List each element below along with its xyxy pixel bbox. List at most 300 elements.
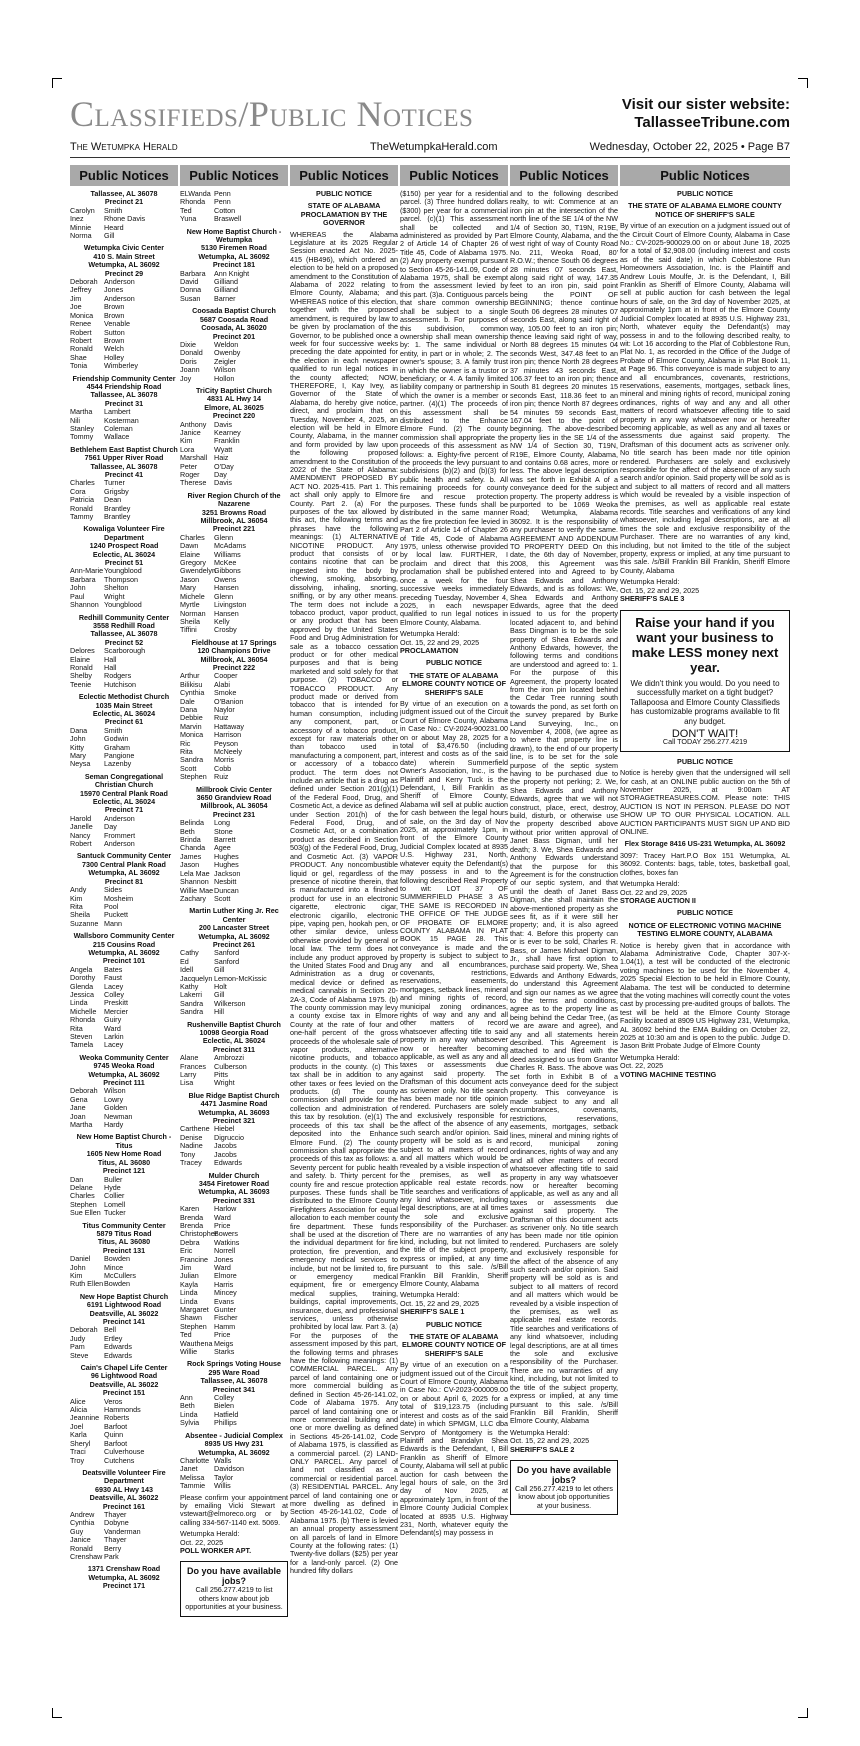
first-name: Jane xyxy=(70,1103,86,1113)
jobs-ad[interactable] xyxy=(510,1460,618,1515)
last-name: Veros xyxy=(104,1396,123,1406)
poll-worker-row xyxy=(70,681,178,689)
notice-heading: THE STATE OF ALABAMA ELMORE COUNTY NOTICE OF SHERIFF'S SALE xyxy=(628,201,782,219)
first-name: Belinda xyxy=(180,818,204,828)
last-name: Davis xyxy=(214,478,232,488)
poll-worker-row xyxy=(70,1041,178,1049)
notice-heading: THE STATE OF ALABAMA ELMORE COUNTY NOTICE OF SHERIFF'S SALE xyxy=(401,1332,507,1358)
poll-worker-row xyxy=(180,366,288,374)
last-name: Gill xyxy=(214,990,225,1000)
poll-worker-row xyxy=(70,760,178,768)
first-name: Tammie xyxy=(180,1481,206,1491)
first-name: Cynthia xyxy=(180,688,205,698)
first-name: Jessica xyxy=(70,989,94,999)
visit-url[interactable]: TallasseeTribune.com xyxy=(634,114,790,131)
precinct-block xyxy=(180,1092,288,1168)
poll-worker-row xyxy=(70,1280,178,1288)
jobs-ad-text: Call 256.277.4219 to let others know about job opportunities at your business. xyxy=(515,1483,613,1510)
precinct-heading-line: 3454 Firetower Road xyxy=(198,1178,270,1188)
precinct-heading-line: Precinct 41 xyxy=(104,470,144,479)
precinct-heading-line: 5687 Coosada Road xyxy=(199,314,269,324)
last-name: Turner xyxy=(104,478,125,488)
last-name: Guiry xyxy=(104,1015,122,1025)
first-name: Willie xyxy=(180,1347,198,1357)
last-name: Scott xyxy=(214,893,231,903)
last-name: Heard xyxy=(104,222,124,232)
first-name: Stanley xyxy=(70,423,94,433)
last-name: Day xyxy=(214,470,227,479)
column-header: Public Notices xyxy=(180,165,288,186)
poll-worker-row xyxy=(180,1323,288,1331)
precinct-heading-line: Precinct 52 xyxy=(104,637,144,647)
first-name: Janelle xyxy=(70,822,93,832)
publication: Wetumpka Herald: xyxy=(510,1427,570,1437)
poll-worker-row xyxy=(180,819,288,827)
poll-worker-row xyxy=(70,1352,178,1360)
precinct-heading-line: 3558 Redhill Road xyxy=(93,620,155,630)
publication: Wetumpka Herald: xyxy=(620,1052,680,1062)
masthead xyxy=(70,94,790,138)
precinct-block xyxy=(180,907,288,1016)
poll-worker-row xyxy=(70,433,178,441)
poll-worker-row xyxy=(180,1348,288,1356)
first-name: Susan xyxy=(180,293,201,303)
first-name: Tommy xyxy=(70,432,94,442)
first-name: Dawn xyxy=(180,541,199,551)
notice-label: SHERIFF'S SALE 2 xyxy=(510,1444,575,1454)
precinct-heading-line: Precinct 321 xyxy=(212,1116,256,1126)
poll-worker-row xyxy=(180,958,288,966)
last-name: Hatfield xyxy=(214,1409,239,1419)
first-name: Harold xyxy=(70,813,92,823)
precinct-heading-line: Tallassee, AL 36078 xyxy=(90,461,158,471)
publication-dates: Oct. 22, 2025 xyxy=(620,1061,664,1071)
precinct-heading-line: Precinct 81 xyxy=(104,876,144,886)
precinct-heading-line: 96 Lightwood Road xyxy=(90,1371,158,1381)
last-name: Harris xyxy=(214,1279,234,1289)
precinct-heading-line: Precinct 220 xyxy=(212,411,256,421)
first-name: Alane xyxy=(180,1053,199,1063)
poll-worker-row xyxy=(70,1255,178,1263)
notice-title: PUBLIC NOTICE xyxy=(316,189,372,198)
first-name: Stephen xyxy=(70,1199,97,1209)
precinct-block xyxy=(70,693,178,769)
notice-title: PUBLIC NOTICE xyxy=(426,1319,482,1329)
first-name: Ann xyxy=(180,1393,193,1403)
last-name: Starks xyxy=(214,1347,235,1357)
precinct-heading-line: Precinct 51 xyxy=(104,558,144,568)
first-name: Martha xyxy=(70,407,93,417)
first-name: Ronald xyxy=(70,344,93,354)
precinct-heading-line: Wetumpka, AL 36093 xyxy=(198,1107,270,1117)
last-name: Ertley xyxy=(104,1333,123,1343)
last-name: Wimberley xyxy=(104,361,138,371)
precinct-heading-line: Friendship Community Center xyxy=(72,373,176,383)
first-name: Bilikisu xyxy=(180,679,203,689)
first-name: Deborah xyxy=(70,1086,98,1096)
precinct-heading-line: 410 S. Main Street xyxy=(93,251,155,261)
first-name: Roger xyxy=(180,470,200,479)
precinct-heading-line: Blue Ridge Baptist Church xyxy=(188,1090,280,1100)
precinct-heading-line: 6930 AL Hwy 143 xyxy=(95,1484,153,1494)
first-name: Shelby xyxy=(70,671,92,681)
last-name: Crosby xyxy=(214,625,237,635)
precinct-heading-line: 120 Champions Drive xyxy=(197,646,271,656)
last-name: Jones xyxy=(104,285,124,295)
storage-facility: Flex Storage 8416 US-231 Wetumpka, AL 36092 xyxy=(624,839,786,849)
last-name: Gilliand xyxy=(214,285,238,295)
first-name: Sheila xyxy=(70,910,90,920)
precinct-block xyxy=(180,786,288,904)
first-name: Rita xyxy=(180,747,193,756)
first-name: Patricia xyxy=(70,495,94,505)
first-name: Deborah xyxy=(70,277,98,287)
last-name: Lambert xyxy=(104,407,131,417)
issue-date: Wednesday, October 22, 2025 • Page B7 xyxy=(589,141,790,153)
notice-heading: NOTICE OF ELECTRONIC VOTING MACHINE TESTING ELMORE COUNTY, ALABAMA xyxy=(628,920,782,939)
precinct-heading-line: Tallassee, AL 36078 xyxy=(200,1376,268,1386)
first-name: Sandra xyxy=(180,755,204,765)
last-name: Cotton xyxy=(214,205,236,215)
last-name: Cobb xyxy=(214,763,232,773)
first-name: Mary xyxy=(180,583,196,593)
column-6 xyxy=(620,165,790,1725)
last-name: Hall xyxy=(104,662,117,672)
precinct-heading-line: Deatsville, AL 36022 xyxy=(89,1493,159,1503)
last-name: Davidson xyxy=(214,1464,244,1474)
last-name: Bielen xyxy=(214,1401,234,1411)
last-name: Pitts xyxy=(214,1070,228,1080)
sheriff-sale-text: By virtue of an execution on a judgment issued out of the Circuit Court of Elmore County, Alabama in Case No.: CV-2023-000009.00 on or about April 6, 2025 for a total of $19,123.75 (including interest and costs as of the said date) in which SPMGM, LLC dba Servpro of Montgomery is the Plaintiff and Brandalyn Shea Edwards is the Defendant, I, Bill Franklin as Sheriff of Elmore County, Alabama will sell at public auction for cash between the legal hours of sale, on the 3rd day of Nov 2025, at approximately 1pm, in front of the Elmore County Judicial Complex located at 8935 U.S. Highway 231, North, whatever equity the Defendant(s) may possess in xyxy=(400,1360,508,1538)
last-name: Glenn xyxy=(214,591,234,601)
first-name: Christopher xyxy=(180,1229,218,1239)
poll-worker-row xyxy=(180,437,288,445)
last-name: Thayer xyxy=(104,1509,127,1519)
last-name: Anderson xyxy=(104,293,135,303)
first-name: Brenda xyxy=(180,1212,204,1222)
sheriff-sale-text: By virtue of an execution on a judgment issued out of the Circuit Court of Elmore County, Alabama in Case No.: CV-2025-900029.00 on or about June 18, 2025 for a total of $2,908.00 (including interest and costs as of the said date) in which Cobblestone Run Homeowners Association, Inc. is the Plaintiff and Andrew Louis Moulfe, Jr. is the Defendant, I, Bill Franklin as Sheriff of Elmore County, Alabama will sell at public auction for cash between the legal hours of sale, on the 3rd day of November 2025, at approximately 1pm at in front of the Elmore County Judicial Complex located at 8935 U.S. Highway 231, North, whatever equity the Defendant(s) may possess in and to the following described realty, to wit: Lot 16 according to the Plat of Cobblestone Run, Plat No. 1, as recorded in the Office of the Judge of Probate of Elmore County, Alabama in Plat Book 11, at Page 96. This conveyance is made subject to any and all encumbrances, covenants, restrictions, reservations, easements, mortgages, setback lines, mineral and mining rights of record, municipal zoning ordinances, rights of way and any and all other matters of record whatsoever affecting title to said property in any way whatsoever now or hereafter becoming applicable, as well as any and all taxes or assessments due against said property. The Draftsman of this document acts as scrivener only. No title search has been made nor title opinion rendered. Purchasers are solely and exclusively responsible for the affect of the absence of any such search and/or opinion. Said property will be sold as is and subject to all matters of record and all matters which would be revealed by a visible inspection of the premises, as well as applicable real estate records. Title searches and verifications of any kind whatsoever, including legal descriptions, are at all times the sole and exclusive responsibility of the Purchaser. There are no warranties of any kind, including, but not limited to the title of the subject property, express or implied, at any time pursuant to this sale. /s/Bill Franklin Bill Franklin, Sheriff Elmore County, Alabama xyxy=(620,221,790,575)
precinct-block xyxy=(180,492,288,635)
last-name: Glenn xyxy=(214,532,234,542)
last-name: Scarborough xyxy=(104,646,146,656)
visit-line: Visit our sister website: xyxy=(621,96,790,113)
last-name: Bowden xyxy=(104,1279,130,1289)
first-name: Denise xyxy=(180,1132,203,1142)
first-name: Robert xyxy=(70,335,92,345)
precinct-heading-line: 4471 Jasmine Road xyxy=(200,1099,268,1109)
last-name: Culverhouse xyxy=(104,1447,145,1457)
last-name: Brantley xyxy=(104,503,131,513)
first-name: Jeannine xyxy=(70,1413,100,1423)
last-name: Tucker xyxy=(104,1208,126,1218)
precinct-heading-line: 1605 New Home Road xyxy=(86,1149,162,1159)
first-name: Nadine xyxy=(180,1141,203,1151)
last-name: Willis xyxy=(214,1481,231,1491)
poll-worker-row xyxy=(180,295,288,303)
last-name: Phillips xyxy=(214,1418,237,1428)
notice-heading: STATE OF ALABAMA PROCLAMATION BY THE GOVERNOR xyxy=(300,201,388,228)
poll-worker-row xyxy=(70,362,178,370)
first-name: Suzanne xyxy=(70,918,99,928)
classified-promo-ad[interactable] xyxy=(620,610,790,752)
sister-site-promo[interactable] xyxy=(622,96,790,132)
first-name: Andy xyxy=(70,885,87,895)
precinct-block xyxy=(70,932,178,1050)
precinct-heading-line: Precinct 311 xyxy=(213,1044,255,1054)
last-name: Ambrozzi xyxy=(214,1053,244,1063)
last-name: Smith xyxy=(104,725,123,735)
last-name: Wright xyxy=(104,591,125,601)
promo-phone[interactable]: Call TODAY 256.277.4219 xyxy=(662,737,748,747)
precinct-block xyxy=(180,1432,288,1491)
last-name: Rodgers xyxy=(104,671,132,681)
last-name: Fischer xyxy=(214,1313,238,1323)
precinct-block xyxy=(70,852,178,928)
precinct-heading-line: Precinct 341 xyxy=(212,1384,256,1394)
last-name: Bowers xyxy=(214,1229,238,1239)
folio-bar xyxy=(70,140,790,158)
last-name: Brantley xyxy=(104,512,131,522)
first-name: Julian xyxy=(180,1271,199,1281)
first-name: Jeffrey xyxy=(70,285,92,295)
first-name: Donna xyxy=(180,285,202,295)
first-name: Doris xyxy=(180,356,197,366)
column-3 xyxy=(290,165,398,1725)
last-name: Hollon xyxy=(214,373,235,383)
first-name: John xyxy=(70,734,86,744)
notice-title: PUBLIC NOTICE xyxy=(426,658,482,668)
first-name: Wauthena xyxy=(180,1338,213,1348)
last-name: Price xyxy=(214,1330,231,1340)
precinct-block xyxy=(70,1133,178,1217)
first-name: Scott xyxy=(180,763,197,773)
precinct-heading-line: Wetumpka, AL 36092 xyxy=(88,947,160,957)
precinct-heading-line: 6191 Lightwood Road xyxy=(86,1300,162,1310)
precinct-heading-line: Fieldhouse at 17 Springs xyxy=(191,637,277,647)
first-name: Willie Mae xyxy=(180,885,214,895)
last-name: Sanford xyxy=(214,948,240,958)
precinct-heading-line: Tallassee, AL 36078 xyxy=(90,189,158,198)
last-name: Ruiz xyxy=(214,772,229,782)
precinct-heading-line: Precinct 131 xyxy=(102,1245,146,1255)
first-name: Cora xyxy=(70,486,86,496)
precinct-heading-line: Precinct 151 xyxy=(102,1388,146,1398)
first-name: Brinda xyxy=(180,835,201,845)
precinct-heading-line: 200 Lancaster Street xyxy=(198,923,270,933)
first-name: Deborah xyxy=(70,1325,98,1335)
precinct-heading-line: Tallassee, AL 36078 xyxy=(90,629,158,639)
precinct-block xyxy=(70,190,178,240)
last-name: Bell xyxy=(104,1325,116,1335)
last-name: Livingston xyxy=(214,600,247,610)
poll-worker-row xyxy=(180,1482,288,1490)
last-name: Gunter xyxy=(214,1305,236,1314)
last-name: Long xyxy=(214,818,230,828)
precinct-block xyxy=(180,1021,288,1088)
first-name: Charles xyxy=(70,478,95,488)
precinct-block xyxy=(180,1360,288,1427)
sheriff-sale-text: By virtue of an execution on a judgment issued out of the Circuit Court of Elmore County, Alabama in Case No.: CV-2024-900231.00 on or about May 28, 2025 for a total of $3,476.50 (including interest and costs as of the said date) wherein Summerfield Owner's Association, Inc., is the Plaintiff and Kerry Tuck is the Defendant, I, Bill Franklin as Sheriff of Elmore County, Alabama will sell at public auction for cash between the legal hours of sale, on the 3rd day of Nov 2025, at approximately 1pm, in front of the Elmore County Judicial Complex located at 8935 U.S. Highway 231, North, whatever equity the Defendant(s) may possess in and to the following described Real Property to wit: LOT 37 OF SUMMERFIELD PHASE 3 AS THE SAME IS RECORDED IN THE OFFICE OF THE JUDGE OF PROBATE OF ELMORE COUNTY ALABAMA IN PLAT BOOK 15 PAGE 28. This conveyance is made and the property is subject to subject to any and all encumbrances, covenants, restrictions, reservations, easements, mortgages, setback lines, mineral and mining rights of record, municipal zoning ordinances, rights of way and any and all other matters of record whatsoever affecting title to said property in any way whatsoever now or hereafter becoming applicable, as well as any and all taxes or assessments due against said property. The Draftsman of this document acts as scrivener only. No title search has been made nor title opinion rendered. Purchasers are solely and exclusively responsible for the affect of the absence of any such search and/or opinion. Said property will be sold as is and subject to all matters of record and all matters which would be revealed by a visible inspection of the premises, as well as applicable real estate records. Title searches and verifications of any kind whatsoever, including legal descriptions, are at all times the sole and exclusive responsibility of the Purchaser. There are no warranties of any kind, including, but not limited to the title of the subject property, express or implied, at any time pursuant to this sale. /s/Bill Franklin Bill Franklin, Sheriff Elmore County, Alabama xyxy=(400,698,508,1288)
precinct-block xyxy=(70,244,178,370)
first-name: Barbara xyxy=(70,574,96,584)
last-name: Smoke xyxy=(214,688,237,698)
publication: Wetumpka Herald: xyxy=(620,577,680,587)
first-name: Anthony xyxy=(180,419,207,429)
notice-heading: THE STATE OF ALABAMA ELMORE COUNTY NOTICE OF SHERIFF'S SALE xyxy=(401,670,507,697)
crop-mark-bottom-left xyxy=(52,1708,62,1718)
last-name: Vanderman xyxy=(104,1526,141,1536)
first-name: Donald xyxy=(180,348,203,358)
last-name: Morris xyxy=(214,755,234,765)
first-name: Frances xyxy=(180,1061,206,1071)
last-name: Harrison xyxy=(214,730,242,740)
notice-label: SHERIFF'S SALE 1 xyxy=(400,1307,465,1317)
first-name: Monica xyxy=(70,310,94,320)
precinct-heading-line: Deatsville, AL 36022 xyxy=(89,1308,159,1318)
precinct-block xyxy=(70,446,178,522)
first-name: Lela Mae xyxy=(180,868,210,878)
first-name: Kim xyxy=(70,893,83,903)
precinct-heading-line: 3650 Grandview Road xyxy=(196,793,272,803)
last-name: Ann Knight xyxy=(214,268,250,278)
last-name: Park xyxy=(104,1551,119,1561)
precinct-heading-line: Precinct 161 xyxy=(102,1501,146,1511)
poll-worker-row xyxy=(180,1419,288,1427)
website-link[interactable]: TheWetumpkaHerald.com xyxy=(370,141,498,153)
last-name: Digruccio xyxy=(214,1132,244,1142)
last-name: Smith xyxy=(104,205,123,215)
column-header: Public Notices xyxy=(620,165,790,186)
last-name: Norrell xyxy=(214,1246,236,1256)
first-name: Tony xyxy=(180,1149,196,1159)
publication: Wetumpka Herald: xyxy=(400,1290,460,1300)
precinct-heading-line: New Hope Baptist Church xyxy=(79,1291,169,1301)
first-name: Therese xyxy=(180,478,207,488)
first-name: Cathy xyxy=(180,948,199,958)
first-name: Linda xyxy=(70,998,88,1008)
first-name: John xyxy=(70,1262,86,1272)
last-name: Ward xyxy=(104,1023,121,1033)
precinct-heading-line: 1035 Main Street xyxy=(95,700,153,710)
precinct-block xyxy=(70,1054,178,1130)
last-name: Evans xyxy=(214,1296,234,1306)
precinct-heading-line: New Home Baptist Church - Titus xyxy=(76,1132,172,1150)
last-name: Hamm xyxy=(214,1321,236,1331)
jobs-ad[interactable] xyxy=(180,1561,288,1616)
first-name: Debra xyxy=(180,1237,200,1247)
last-name: Lomell xyxy=(104,1199,126,1209)
publication-dates: Oct. 15, 22 and 29, 2025 xyxy=(400,1298,480,1308)
first-name: Robert xyxy=(70,839,92,849)
first-name: Martha xyxy=(70,1120,93,1130)
publication-dates: Oct. 22, 2025 xyxy=(180,1537,224,1547)
precinct-block xyxy=(70,1565,178,1590)
poll-worker-row xyxy=(70,1209,178,1217)
last-name: Harlow xyxy=(214,1204,237,1214)
precinct-heading-line: Wetumpka Civic Center xyxy=(83,243,165,253)
precinct-heading-line: Precinct 261 xyxy=(212,939,256,949)
precinct-heading-line: Titus, AL 36080 xyxy=(97,1237,151,1247)
last-name: Cooper xyxy=(214,671,238,681)
last-name: Kosterman xyxy=(104,415,139,425)
column-5 xyxy=(510,165,618,1725)
first-name: Yuna xyxy=(180,214,197,224)
last-name: Jacobs xyxy=(214,1141,237,1151)
precinct-heading-line: Redhill Community Center xyxy=(78,612,170,622)
first-name: Francine xyxy=(180,1254,208,1264)
last-name: Alabi xyxy=(214,679,230,689)
last-name: Sutton xyxy=(104,327,125,337)
poll-worker-row xyxy=(180,1159,288,1167)
notice-title: PUBLIC NOTICE xyxy=(677,756,733,766)
precinct-heading-line: Wetumpka, AL 36092 xyxy=(88,868,160,878)
last-name: Wyatt xyxy=(214,444,233,454)
first-name: Shannon xyxy=(180,877,209,887)
last-name: Penn xyxy=(214,197,231,207)
last-name: Brown xyxy=(104,335,125,345)
last-name: Edwards xyxy=(214,1158,242,1168)
poll-worker-row xyxy=(70,920,178,928)
publication: Wetumpka Herald: xyxy=(400,629,460,639)
precinct-heading-line: 295 Ware Road xyxy=(208,1367,260,1377)
precinct-heading-line: Precinct 21 xyxy=(104,197,144,207)
first-name: Eric xyxy=(180,1246,193,1256)
publication: Wetumpka Herald: xyxy=(620,879,680,889)
precinct-heading-line: Millbrook Civic Center xyxy=(196,784,272,794)
precinct-heading-line: 7300 Central Plank Road xyxy=(82,859,166,869)
crop-mark-top-right xyxy=(798,78,808,88)
last-name: Hansen xyxy=(214,583,239,593)
last-name: McKee xyxy=(214,558,237,568)
storage-auction-text: Notice is hereby given that the undersigned will sell for cash, at an ONLINE public auction on the 5th of November 2025, at 9:00am AT STORAGETREASURES.COM. Please note: THIS AUCTION IS NOT IN PERSON. PLEASE DO NOT SHOW UP TO OUR PHYSICAL LOCATION. ALL AUCTION PARTICIPANTS MUST SIGN UP AND BID ONLINE. xyxy=(620,768,790,837)
proclamation-text: WHEREAS the Alabama Legislature at its 2025 Regular Session enacted Act No. 2025-415 (HB496), which ordered an election to be held on a proposed amendment to the Constitution of Alabama of 2022 relating to Elmore County, Alabama; and WHEREAS notice of this election, together with the proposed amendment, is required by law to be given by proclamation of the Governor, to be published once a week for four successive weeks preceding the date appointed for the election in each newspaper qualified to run legal notices in the county affected; NOW, THEREFORE, I, Kay Ivey, as Governor of the State of Alabama, do hereby give notice, direct, and proclaim that on Tuesday, November 4, 2025, an election will be held in Elmore County, Alabama, in the manner and form provided by law upon the following proposed amendment to the Constitution of 2022 of the State of Alabama: AMENDMENT PROPOSED BY ACT NO. 2025-415. Part 1. This act shall only apply to Elmore County. Part 2. (a) For the purposes of the tax allowed by this act, the following terms and phrases have the following meanings: (1) ALTERNATIVE NICOTINE PRODUCT. Any product that consists of or contains nicotine that can be ingested into the body by chewing, smoking, absorbing, dissolving, inhaling, snorting, sniffing, or by any other means. The term does not include a tobacco product, vapor product, or any product that has been approved by the United States Food and Drug Administration for sale as a tobacco cessation product or for other medical purposes and that is being marketed and sold solely for that purpose. (2) TOBACCO or TOBACCO PRODUCT. Any product made or derived from tobacco that is intended for human consumption, including any component, part, or accessory of a tobacco product, except for raw materials other than tobacco used in manufacturing a component, part, or accessory of a tobacco product. The term does not include an article that is a drug as defined under Section 201(g)(1) of the Federal Food, Drug, and Cosmetic Act, a device as defined under Section 201(h) of the Federal Food, Drug, and Cosmetic Act, or a combination product as described in Section 503(g) of the Federal Food, Drug, and Cosmetic Act. (3) VAPOR PRODUCT. Any noncombustible liquid or gel, regardless of the presence of nicotine therein, that is manufactured into a finished product for use in an electronic cigarette, electronic cigar, electronic cigarillo, electronic pipe, vaping pen, hookah pen, or other similar device, unless otherwise provided by general or local law. The term does not include any product approved by the United States Food and Drug Administration as a drug or medical device or defined as medical cannabis in Section 20-2A-3, Code of Alabama 1975. (b) The county commission may levy a county excise tax in Elmore County at the rate of four and one-half percent of the gross proceeds of the wholesale sale of vapor products, alternative nicotine products, and tobacco products in the county. (c) This tax shall be in addition to any other taxes or fees levied on the products. (d) The county commission shall provide for the collection and administration of this tax by resolution. (e)(1) The proceeds of this tax shall be deposited into the Enhance Elmore Fund. (2) The county commission shall appropriate the proceeds of this tax as follows: a. Seventy percent for public health and safety. b. Thirty percent for county fire and rescue protection purposes. These funds shall be distributed to the Elmore County Firefighters Association for equal allocation to each member county fire department. These funds shall be used at the discretion of the individual department for fire protection, fire prevention, and emergency medical services to include, but not be limited to, fire or emergency medical equipment, fire or emergency medical supplies, training, buildings, capital improvements, insurance, dues, and professional services, unless otherwise prohibited by local law. Part 3. (a) For the purposes of the assessment imposed by this part, the following terms and phrases have the following meanings: (1) COMMERCIAL PARCEL. Any parcel of land containing one or more commercial building as defined in Section 45-26-141.02, Code of Alabama 1975. Any parcel of land containing one or more commercial building and one or more dwelling as defined in Sections 45-26-141.02, Code of Alabama 1975, is classified as a commercial parcel. (2) LAND-ONLY PARCEL. Any parcel of land not classified as a commercial or residential parcel. (3) RESIDENTIAL PARCEL. Any parcel of land containing one or more dwelling as defined in Section 45-26-141.02, Code of Alabama 1975. (b) There is levied an annual property assessment on all parcels of land in Elmore County at the following rates: (1) Twenty-five dollars ($25) per year for a land-only parcel. (2) One hundred fifty dollars xyxy=(290,229,398,1576)
last-name: Larkin xyxy=(104,1032,124,1041)
precinct-heading-line: Absentee - Judicial Complex xyxy=(185,1430,283,1440)
last-name: Hansen xyxy=(214,608,239,618)
column-header: Public Notices xyxy=(400,165,508,186)
precinct-heading-line: Wetumpka, AL 36092 xyxy=(198,931,270,941)
poll-worker-row xyxy=(70,840,178,848)
last-name: Brown xyxy=(104,302,125,312)
precinct-heading-line: 1240 Prospect Road xyxy=(89,541,159,551)
first-name: Carolyn xyxy=(70,205,95,215)
last-name: Roberts xyxy=(104,1413,130,1423)
first-name: Gena xyxy=(70,1094,88,1104)
last-name: Wallace xyxy=(104,432,130,442)
first-name: Kitty xyxy=(70,742,84,752)
last-name: Anderson xyxy=(104,277,135,287)
notice-title: PUBLIC NOTICE xyxy=(677,189,733,198)
precinct-heading-line: Deatsville, AL 36022 xyxy=(89,1379,159,1389)
first-name: Pam xyxy=(70,1342,85,1352)
precinct-heading-line: Martin Luther King Jr. Rec Center xyxy=(189,906,279,924)
last-name: Jones xyxy=(214,1254,234,1264)
first-name: Ruth Ellen xyxy=(70,1279,104,1289)
first-name: Ted xyxy=(180,205,192,215)
precinct-heading-line: New Home Baptist Church - Wetumpka xyxy=(186,226,282,245)
precinct-block xyxy=(70,1469,178,1561)
first-name: Chanda xyxy=(180,843,206,853)
column-header: Public Notices xyxy=(290,165,398,186)
first-name: Janice xyxy=(70,1535,91,1545)
last-name: Kearney xyxy=(214,427,241,437)
first-name: Joe xyxy=(70,302,82,312)
poll-worker-row xyxy=(180,773,288,781)
precinct-heading-line: 4544 Friendship Road xyxy=(86,381,162,391)
last-name: Graham xyxy=(104,742,130,752)
last-name: Hyde xyxy=(104,1182,121,1192)
first-name: Arthur xyxy=(180,671,200,681)
